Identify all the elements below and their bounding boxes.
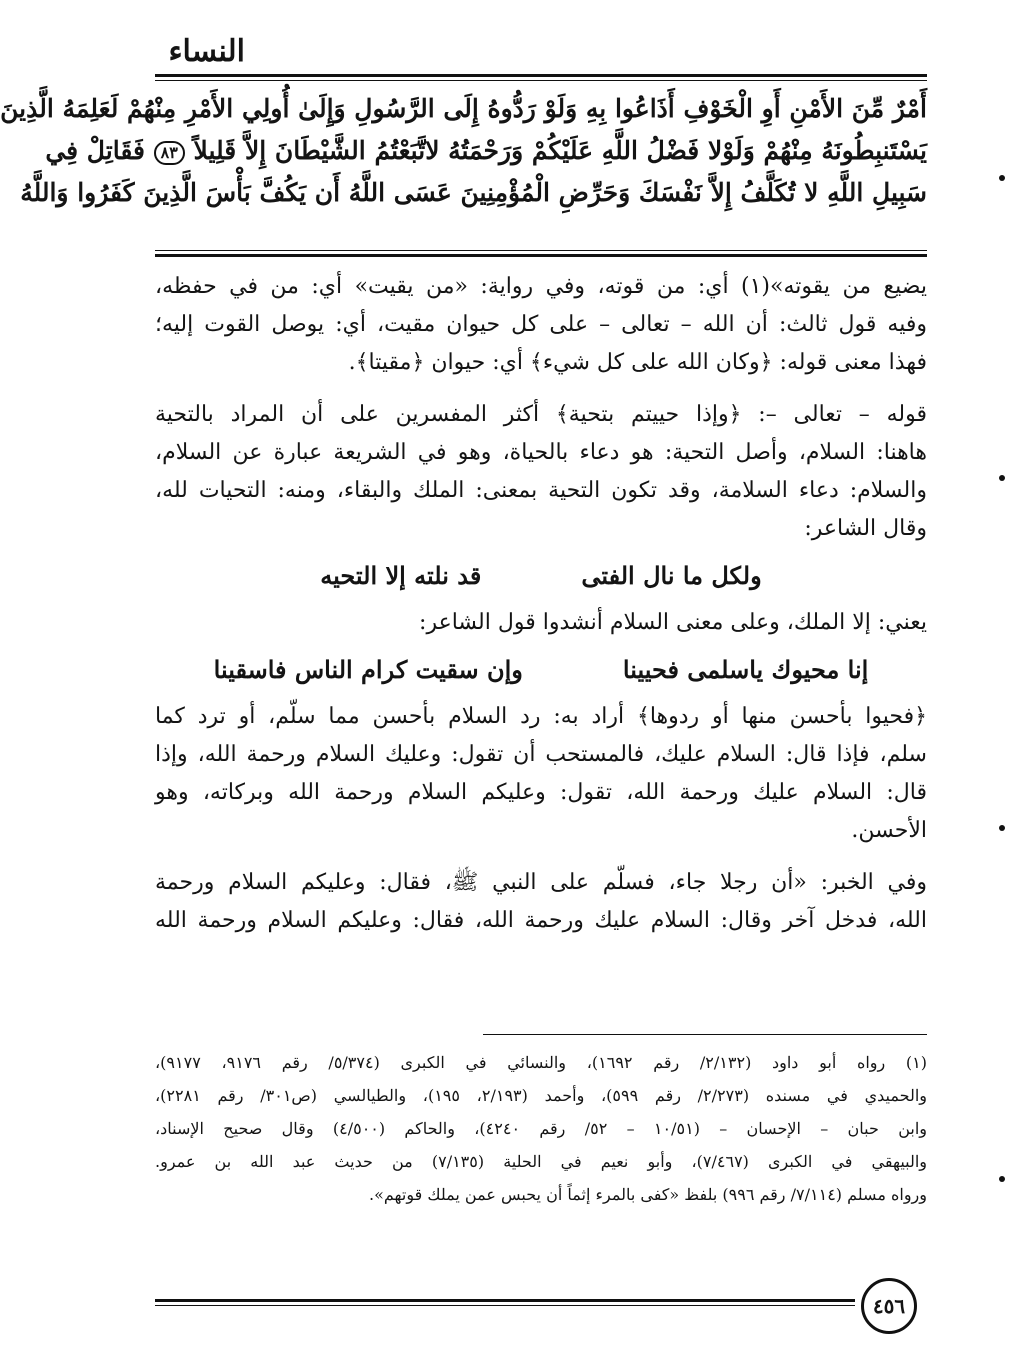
header-rule-thick xyxy=(155,74,927,77)
paragraph xyxy=(155,698,927,850)
text-line: يضيع من يقوته»(١) أي: من قوته، وفي رواية: «من يقيت» أي: من في حفظه، xyxy=(155,274,927,299)
verse-hemistich-left: قد نلته إلا التحيه xyxy=(320,561,482,590)
quran-line-text: يَسْتَنبِطُونَهُ مِنْهُمْ وَلَوْلا فَضْلُ اللَّهِ عَلَيْكُمْ وَرَحْمَتُهُ لاتَّبَعْتُمُ الشَّيْطَانَ إِلاَّ قَلِيلاً xyxy=(193,136,927,165)
paragraph xyxy=(155,864,927,940)
text-line: الله، فدخل آخر وقال: السلام عليك ورحمة الله، فقال: وعليكم السلام ورحمة الله xyxy=(155,908,927,933)
text-line: ﴿فحيوا بأحسن منها أو ردوها﴾ أراد به: رد السلام بأحسن مما سلّم، أو ترد كما xyxy=(155,704,927,729)
verse-hemistich-left: وإن سقيت كرام الناس فاسقينا xyxy=(213,655,523,684)
margin-dot xyxy=(999,825,1005,831)
text-line: والسلام: دعاء السلامة، وقد تكون التحية بمعنى: الملك والبقاء، ومنه: التحيات لله، xyxy=(155,478,927,503)
text-line: هاهنا: السلام، وأصل التحية: هو دعاء بالحياة، وهو في الشريعة عبارة عن السلام، xyxy=(155,440,927,465)
text-line: قوله – تعالى –: ﴿وإذا حييتم بتحية﴾ أكثر المفسرين على أن المراد بالتحية xyxy=(155,402,927,427)
margin-dot xyxy=(999,1176,1005,1182)
footnotes xyxy=(155,1046,927,1211)
text-line: وفيه قول ثالث: أن الله – تعالى – على كل حيوان مقيت، أي: يوصل القوت إليه؛ xyxy=(155,312,927,337)
surah-title: النساء xyxy=(168,34,245,69)
page-number: ٤٥٦ xyxy=(861,1278,917,1334)
footer-rule-thick xyxy=(155,1299,855,1302)
commentary-body xyxy=(155,268,927,940)
paragraph xyxy=(155,396,927,548)
text-line: قال: السلام عليك ورحمة الله، تقول: وعليكم السلام ورحمة الله وبركاته، وهو xyxy=(155,780,927,805)
text-line: وقال الشاعر: xyxy=(804,516,927,541)
footnote-line: ورواه مسلم (٧/١١٤/ رقم ٩٩٦) بلفظ «كفى بالمرء إثماً أن يحبس عمن يملك قوتهم». xyxy=(369,1185,927,1204)
text-line: فهذا معنى قوله: ﴿وكان الله على كل شيء﴾ أي: حيوان ﴿مقيتا﴾. xyxy=(348,350,927,375)
quran-line xyxy=(45,130,927,172)
margin-dot xyxy=(999,175,1005,181)
quran-line: أَمْرٌ مِّنَ الأَمْنِ أَوِ الْخَوْفِ أَذَاعُوا بِهِ وَلَوْ رَدُّوهُ إِلَى الرَّسُولِ وَإِلَىٰ أُولِي الأَمْرِ مِنْهُمْ لَعَلِمَهُ الَّذِينَ xyxy=(0,94,927,123)
quran-rule-thick xyxy=(155,254,927,257)
verse-hemistich-right: إنا محيوك ياسلمى فحيينا xyxy=(622,655,869,684)
text-line: سلم، فإذا قال: السلام عليك، فالمستحب أن تقول: وعليك السلام ورحمة الله، وإذا xyxy=(155,742,927,767)
footer-rule-thin xyxy=(155,1305,855,1306)
paragraph xyxy=(155,604,927,642)
paragraph xyxy=(155,268,927,382)
text-line: الأحسن. xyxy=(851,818,927,843)
poetry-verse xyxy=(155,642,927,698)
text-line: وفي الخبر: «أن رجلا جاء، فسلّم على النبي ﷺ، فقال: وعليكم السلام ورحمة xyxy=(155,870,927,895)
footnote-line: والبيهقي في الكبرى (٧/٤٦٧)، وأبو نعيم في الحلية (٧/١٣٥) من حديث عبد الله بن عمرو. xyxy=(155,1152,928,1171)
quran-line-text: فَقَاتِلْ فِي xyxy=(45,136,145,165)
footnote-line: (١) رواه أبو داود (٢/١٣٢/ رقم ١٦٩٢)، والنسائي في الكبرى (٥/٣٧٤/ رقم ٩١٧٦، ٩١٧٧)، xyxy=(155,1053,928,1072)
footnote-line: والحميدي في مسنده (٢/٢٧٣/ رقم ٥٩٩)، وأحمد (٢/١٩٣، ١٩٥)، والطيالسي (ص٣٠١/ رقم ٢٢٨١)، xyxy=(155,1086,928,1105)
quran-line: سَبِيلِ اللَّهِ لا تُكَلَّفُ إِلاَّ نَفْسَكَ وَحَرِّضِ الْمُؤْمِنِينَ عَسَى اللَّهُ أَن يَكُفَّ بَأْسَ الَّذِينَ كَفَرُوا وَاللَّهُ xyxy=(20,178,927,207)
header-rule-thin xyxy=(155,80,927,81)
margin-dot xyxy=(999,475,1005,481)
footnote-line: وابن حبان – الإحسان – (١٠/٥١ – ٥٢/ رقم ٤٢٤٠)، والحاكم (٤/٥٠٠) وقال صحيح الإسناد، xyxy=(155,1119,928,1138)
poetry-verse xyxy=(155,548,927,604)
quran-text-block xyxy=(0,88,927,214)
verse-hemistich-right: ولكل ما نال الفتى xyxy=(581,561,762,590)
footnote-separator xyxy=(483,1034,927,1035)
ayah-number-marker: ٨٣ xyxy=(154,141,185,165)
quran-rule-thin xyxy=(155,250,927,251)
text-line: يعني: إلا الملك، وعلى معنى السلام أنشدوا قول الشاعر: xyxy=(419,610,927,635)
